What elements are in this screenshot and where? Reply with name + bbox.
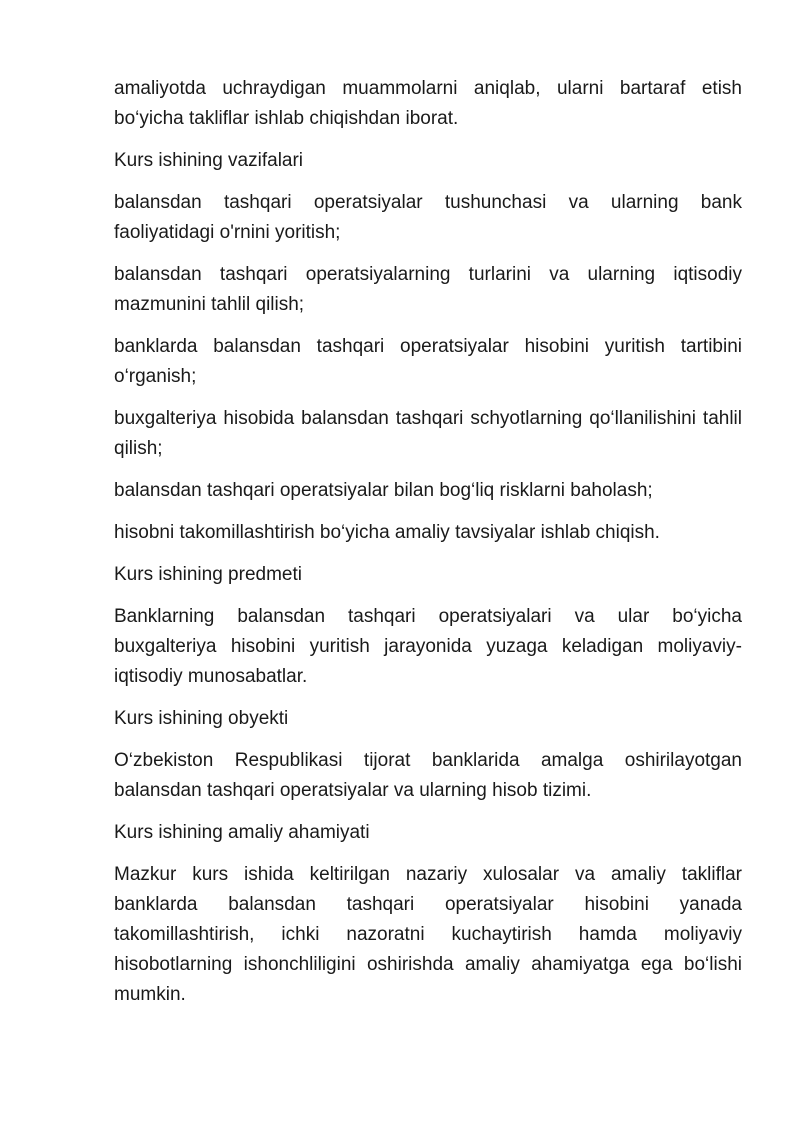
task-item-3: banklarda balansdan tashqari operatsiyalar hisobini yuritish tartibini o‘rganish; [114, 336, 742, 387]
task-item-5: balansdan tashqari operatsiyalar bilan bog‘liq risklarni baholash; [114, 480, 653, 501]
task-item-4: buxgalteriya hisobida balansdan tashqari schyotlarning qo‘llanilishini tahlil qilish; [114, 408, 742, 459]
task-item-6: hisobni takomillashtirish bo‘yicha amaliy tavsiyalar ishlab chiqish. [114, 522, 660, 543]
heading-subject: Kurs ishining predmeti [114, 564, 302, 585]
heading-tasks: Kurs ishining vazifalari [114, 150, 304, 171]
heading-object: Kurs ishining obyekti [114, 708, 289, 729]
document-page [114, 74, 742, 1022]
task-item-1: balansdan tashqari operatsiyalar tushunchasi va ularning bank faoliyatidagi o'rnini yoritish; [114, 192, 742, 243]
paragraph-practical-significance: Mazkur kurs ishida keltirilgan nazariy xulosalar va amaliy takliflar banklarda balansdan tashqari operatsiyalar hisobini yanada takomillashtirish, ichki nazoratni kuchaytirish hamda moliyaviy hisobotlarning ishonchliligini oshirishda amaliy ahamiyatga ega bo‘lishi mumkin. [114, 864, 742, 1005]
heading-practical-significance: Kurs ishining amaliy ahamiyati [114, 822, 370, 843]
paragraph-object: O‘zbekiston Respublikasi tijorat banklarida amalga oshirilayotgan balansdan tashqari operatsiyalar va ularning hisob tizimi. [114, 750, 742, 801]
paragraph-subject: Banklarning balansdan tashqari operatsiyalari va ular bo‘yicha buxgalteriya hisobini yuritish jarayonida yuzaga keladigan moliyaviy-iqtisodiy munosabatlar. [114, 606, 742, 687]
paragraph-purpose-continued: amaliyotda uchraydigan muammolarni aniqlab, ularni bartaraf etish bo‘yicha takliflar ishlab chiqishdan iborat. [114, 78, 742, 129]
task-item-2: balansdan tashqari operatsiyalarning turlarini va ularning iqtisodiy mazmunini tahlil qilish; [114, 264, 742, 315]
